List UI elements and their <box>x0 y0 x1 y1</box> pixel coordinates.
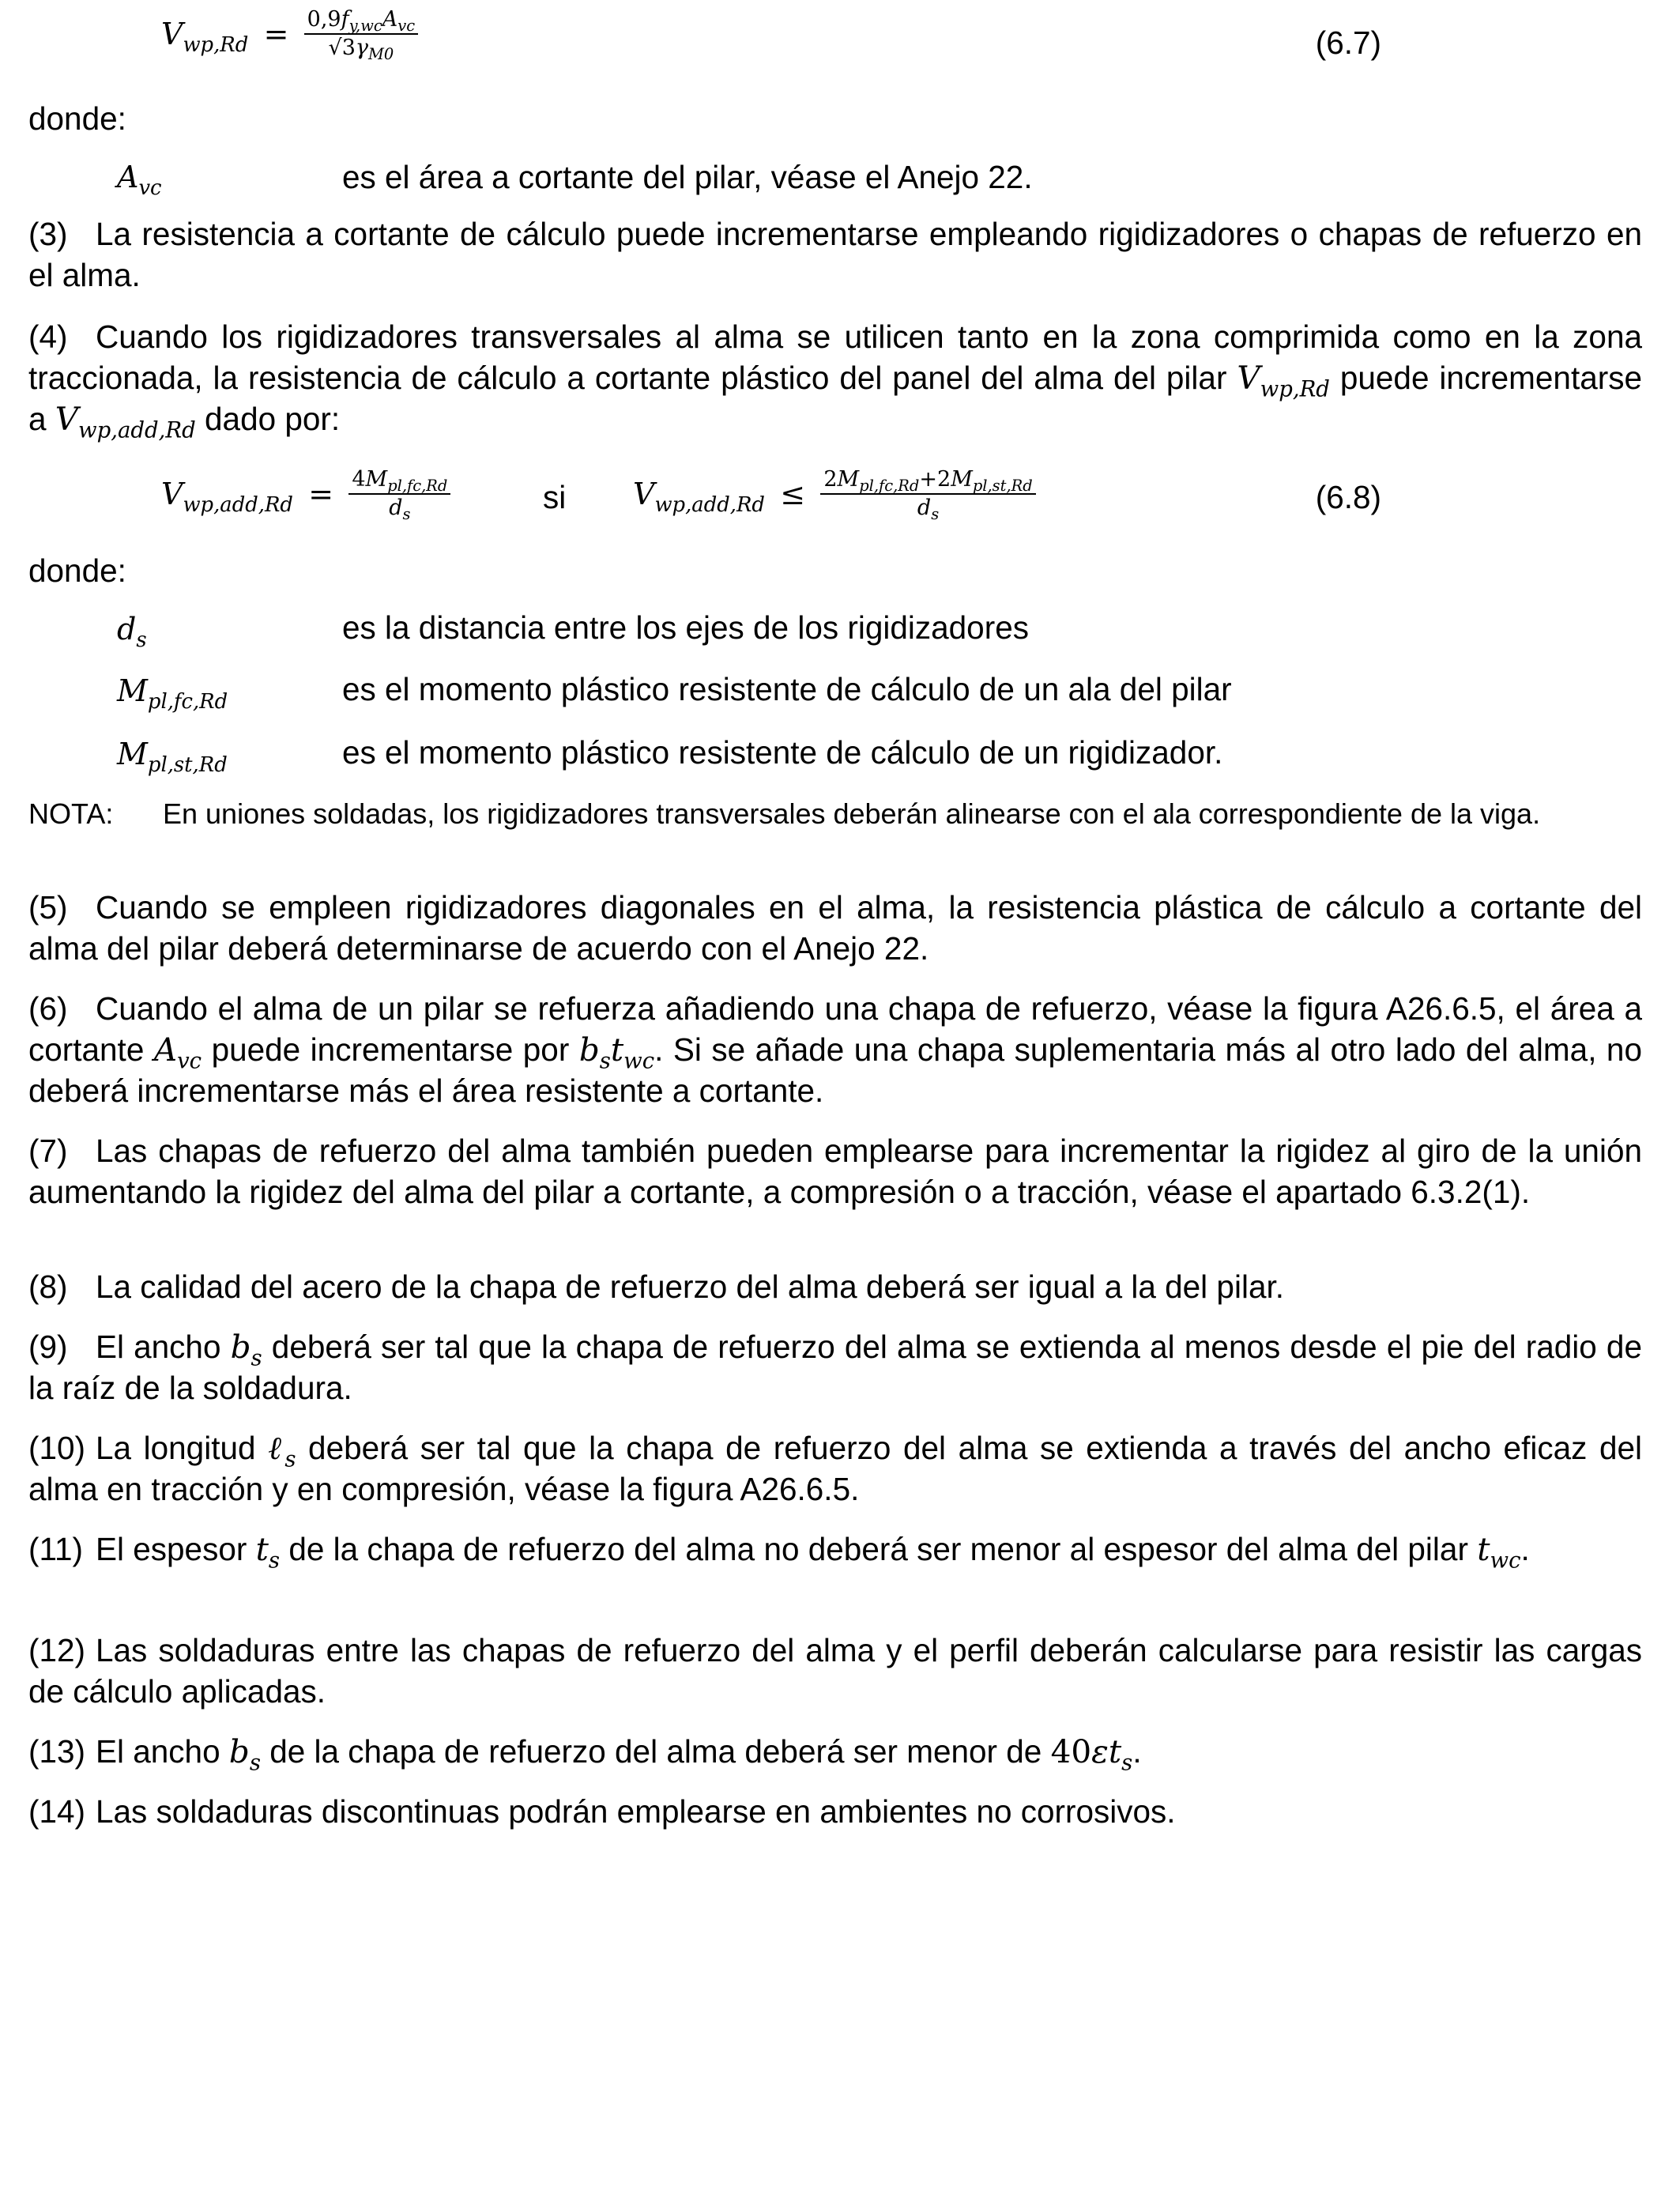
paragraph-text-a: Cuando los rigidizadores transversales al alma se utilicen tanto en la zona comprimida como en la zona traccionada, la resistencia de cálculo a cortante plástico del panel del alma del pilar <box>28 319 1642 396</box>
note-text: En uniones soldadas, los rigidizadores transversales deberán alinearse con el ala correspondiente de la viga. <box>163 797 1541 830</box>
paragraph-10: (10) La longitud ℓ$_s$ deberá ser tal que la chapa de refuerzo del alma se extienda a través del ancho eficaz del alma en tracción y en compresión, véase la figura A26.6.5. <box>28 1429 1642 1507</box>
paragraph-5 <box>28 887 1642 969</box>
paragraph-7 <box>28 1130 1642 1212</box>
symbol-avc: $A_{vc}$ <box>117 160 162 201</box>
paragraph-number: (12) <box>28 1632 86 1668</box>
paragraph-text-a: El ancho <box>96 1329 221 1365</box>
definition-ds: es la distancia entre los ejes de los rigidizadores <box>342 609 1029 646</box>
eq68-fraction-2: $\frac{2M_{pl,fc,Rd}+2M_{pl,st,Rd}}{d_s}$ <box>820 466 1035 522</box>
where-label-2: donde: <box>28 552 126 589</box>
paragraph-14 <box>28 1791 1642 1832</box>
paragraph-number: (11) <box>28 1531 84 1567</box>
paragraph-number: (13) <box>28 1733 86 1770</box>
document-page <box>28 0 1642 2194</box>
paragraph-number: (5) <box>28 889 68 925</box>
equation-number-6-7: (6.7) <box>1315 25 1381 61</box>
paragraph-text-b: deberá ser tal que la chapa de refuerzo del alma se extienda al menos desde el pie del radio de la raíz de la soldadura. <box>28 1329 1642 1406</box>
paragraph-text: Las soldaduras entre las chapas de refuerzo del alma y el perfil deberán calcularse para resistir las cargas de cálculo aplicadas. <box>28 1632 1642 1710</box>
paragraph-text-b: de la chapa de refuerzo del alma no deberá ser menor al espesor del alma del pilar <box>288 1531 1468 1567</box>
paragraph-text-a: El ancho <box>96 1733 220 1770</box>
paragraph-6: (6) Cuando el alma de un pilar se refuerza añadiendo una chapa de refuerzo, véase la figura A26.6.5, el área a cortante $A_{vc}$ puede incrementarse por $b_st_{wc}$. Si se añade una chapa suplementaria más al otro lado del alma, no deberá incrementarse más el área resistente a cortante. <box>28 988 1642 1111</box>
paragraph-text: Cuando se empleen rigidizadores diagonales en el alma, la resistencia plástica de cálculo a cortante del alma del pilar deberá determinarse de acuerdo con el Anejo 22. <box>28 889 1642 967</box>
paragraph-text-b: deberá ser tal que la chapa de refuerzo del alma se extienda a través del ancho eficaz del alma en tracción y en compresión, véase la figura A26.6.5. <box>28 1430 1642 1507</box>
equation-6-7: $V_{wp,Rd}$ = $\frac{0,9f_{y,wc}A_{vc}}{√3\gamma_{M0}}$ <box>161 6 418 77</box>
paragraph-number: (9) <box>28 1329 68 1365</box>
paragraph-text-b: puede incrementarse por <box>211 1031 570 1068</box>
paragraph-text: La resistencia a cortante de cálculo puede incrementarse empleando rigidizadores o chapas de refuerzo en el alma. <box>28 216 1642 293</box>
eq68-condition: $V_{wp,add,Rd}$ ≤ $\frac{2M_{pl,fc,Rd}+2M_{pl,st,Rd}}{d_s}$ <box>633 466 1036 522</box>
paragraph-text-c: . <box>1520 1531 1530 1567</box>
paragraph-number: (4) <box>28 319 68 355</box>
where-label-1: donde: <box>28 100 126 137</box>
paragraph-text: Las soldaduras discontinuas podrán emplearse en ambientes no corrosivos. <box>96 1793 1176 1830</box>
paragraph-number: (14) <box>28 1793 86 1830</box>
paragraph-text-b: puede incrementarse a <box>28 360 1642 437</box>
paragraph-number: (3) <box>28 216 68 252</box>
definition-avc: es el área a cortante del pilar, véase el Anejo 22. <box>342 159 1033 195</box>
definition-mplfcrd: es el momento plástico resistente de cálculo de un ala del pilar <box>342 671 1232 707</box>
paragraph-12 <box>28 1630 1642 1712</box>
paragraph-4: (4) Cuando los rigidizadores transversales al alma se utilicen tanto en la zona comprimida como en la zona traccionada, la resistencia de cálculo a cortante plástico del panel del alma del pilar $V_{wp,Rd}$ puede incrementarse a $V_{wp,add,Rd}$ dado por: <box>28 316 1642 439</box>
eq67-fraction: $\frac{0,9f_{y,wc}A_{vc}}{√3\gamma_{M0}}$ <box>304 6 418 62</box>
paragraph-text-c: dado por: <box>205 401 341 437</box>
paragraph-text-a: Cuando el alma de un pilar se refuerza añadiendo una chapa de refuerzo, véase la figura A26.6.5, el área a cortante <box>28 990 1642 1068</box>
paragraph-3 <box>28 213 1642 296</box>
paragraph-number: (8) <box>28 1269 68 1305</box>
eq68-fraction-1: $\frac{4M_{pl,fc,Rd}}{d_s}$ <box>348 466 450 522</box>
symbol-ds: $d_s$ <box>117 612 147 653</box>
note-label: NOTA: <box>28 797 114 830</box>
note <box>28 797 1642 868</box>
paragraph-text: Las chapas de refuerzo del alma también pueden emplearse para incrementar la rigidez al giro de la unión aumentando la rigidez del alma del pilar a cortante, a compresión o a tracción, véase el apartado 6.3.2(1). <box>28 1133 1642 1210</box>
paragraph-13: (13) El ancho $b_s$ de la chapa de refuerzo del alma deberá ser menor de $40\varepsilon t_s$. <box>28 1732 1142 1776</box>
paragraph-number: (7) <box>28 1133 68 1169</box>
equation-6-8: $V_{wp,add,Rd}$ = $\frac{4M_{pl,fc,Rd}}{d_s}$ <box>161 466 450 522</box>
paragraph-text: La calidad del acero de la chapa de refuerzo del alma deberá ser igual a la del pilar. <box>96 1269 1284 1305</box>
paragraph-text-a: La longitud <box>96 1430 256 1466</box>
eq67-lhs: $V_{wp,Rd}$ <box>161 17 249 58</box>
paragraph-text-c: . <box>1132 1733 1142 1770</box>
paragraph-text-a: El espesor <box>96 1531 247 1567</box>
definition-mplstrd: es el momento plástico resistente de cálculo de un rigidizador. <box>342 734 1223 771</box>
paragraph-11: (11) El espesor $t_s$ de la chapa de refuerzo del alma no deberá ser menor al espesor del alma del pilar $t_{wc}$. <box>28 1530 1530 1574</box>
symbol-mplstrd: $M_{pl,st,Rd}$ <box>117 737 228 778</box>
equation-number-6-8: (6.8) <box>1315 479 1381 515</box>
paragraph-number: (10) <box>28 1430 86 1466</box>
paragraph-8 <box>28 1266 1642 1307</box>
paragraph-text-c: . Si se añade una chapa suplementaria más al otro lado del alma, no deberá incrementarse más el área resistente a cortante. <box>28 1031 1642 1109</box>
paragraph-text-b: de la chapa de refuerzo del alma deberá ser menor de <box>269 1733 1042 1770</box>
paragraph-number: (6) <box>28 990 68 1027</box>
symbol-mplfcrd: $M_{pl,fc,Rd}$ <box>117 673 228 714</box>
eq68-si: si <box>543 479 567 515</box>
paragraph-9: (9) El ancho $b_s$ deberá ser tal que la chapa de refuerzo del alma se extienda al menos desde el pie del radio de la raíz de la soldadura. <box>28 1328 1642 1406</box>
